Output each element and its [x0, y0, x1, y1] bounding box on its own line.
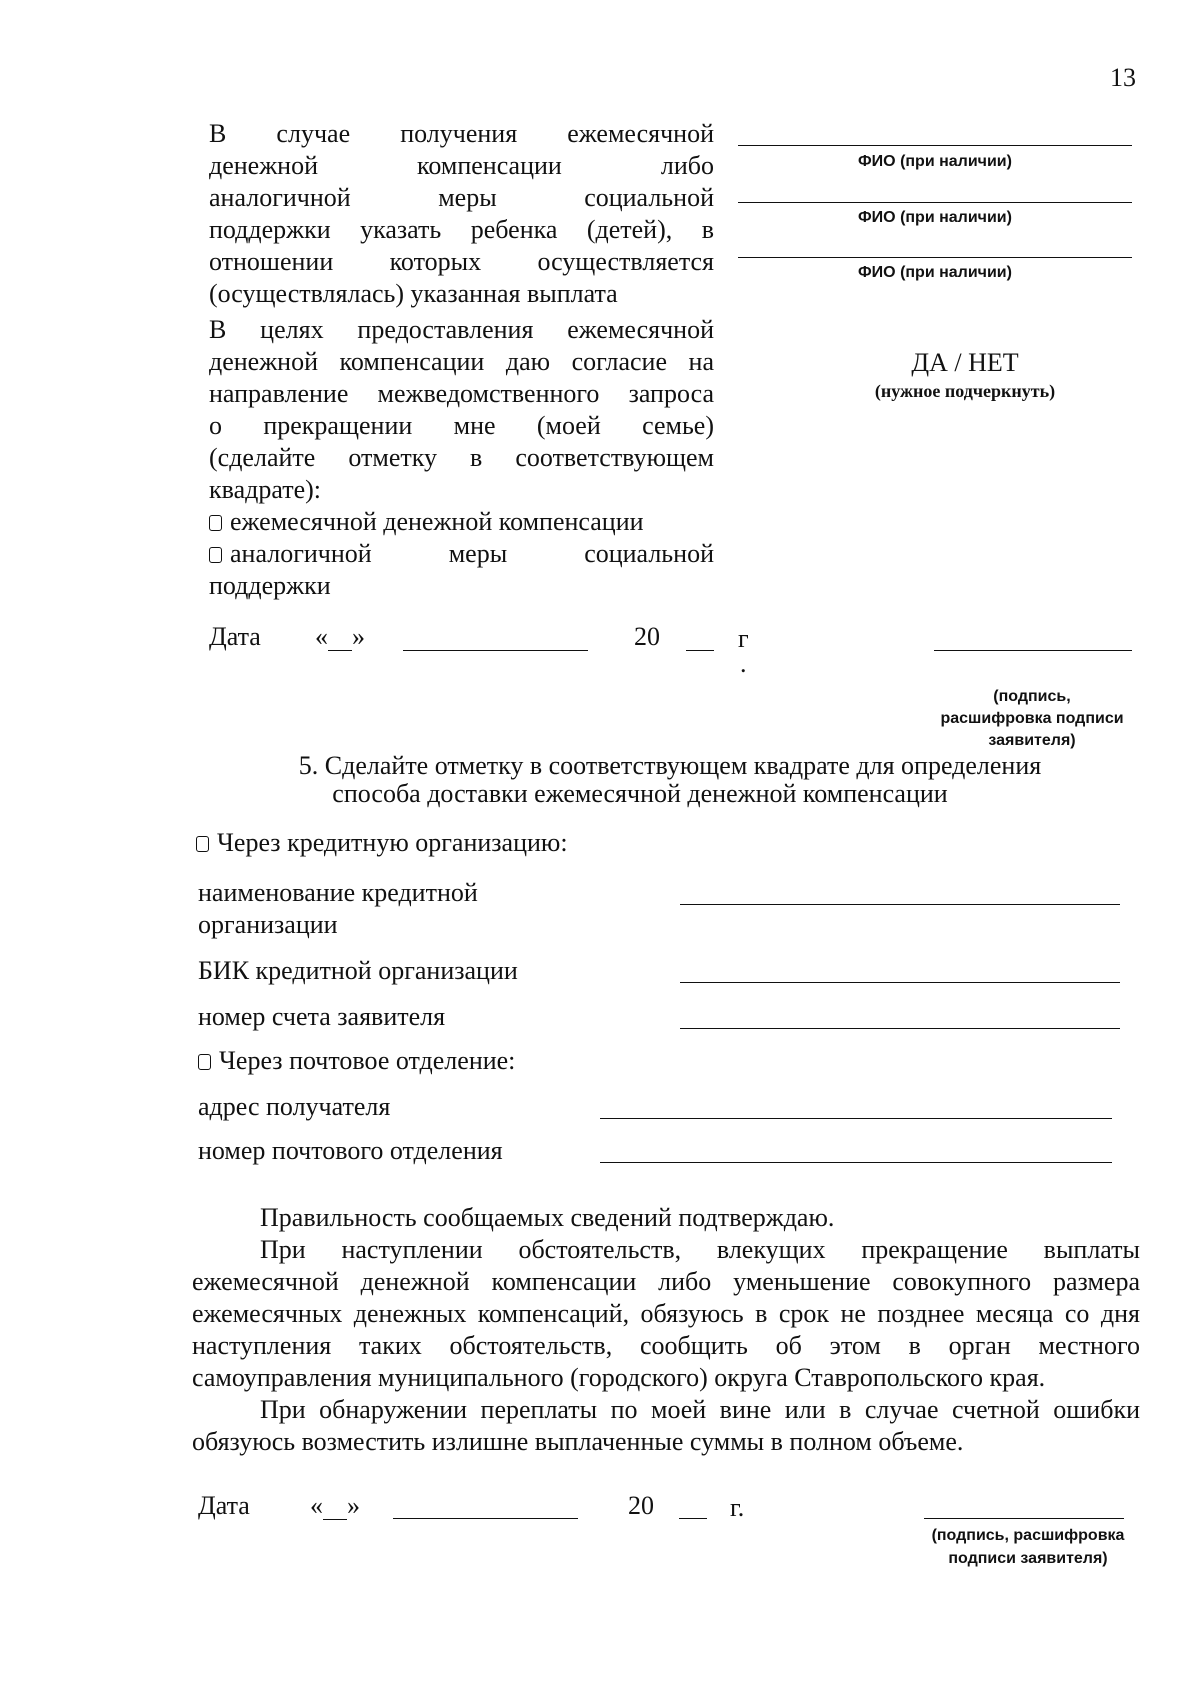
year-suffix-2: г.: [730, 1493, 745, 1522]
confirmation-p3-text: При обнаружении переплаты по моей вине или в случае счетной ошибки обязуюсь возместить излишне выплаченные суммы в полном объеме.: [192, 1395, 1140, 1456]
children-instruction: [209, 118, 714, 310]
fio-field-2[interactable]: [738, 202, 1132, 203]
month-field-1[interactable]: [403, 650, 588, 651]
post-option[interactable]: [198, 1045, 515, 1077]
fio-label-2: ФИО (при наличии): [858, 209, 1012, 226]
bank-name-line-1: наименование кредитной: [198, 878, 478, 907]
consent-option-analog-label: аналогичной меры социальной: [230, 539, 714, 568]
children-line-3: аналогичной меры социальной: [209, 183, 714, 212]
post-option-label: Через почтовое отделение:: [219, 1046, 516, 1075]
address-field[interactable]: [600, 1118, 1112, 1119]
bank-option[interactable]: [196, 827, 568, 859]
confirmation-p2-text: При наступлении обстоятельств, влекущих прекращение выплаты ежемесячной денежной компенсации либо уменьшение совокупного размера ежемесячных денежных компенсаций, обязуюсь в срок не позднее месяца со дня наступления таких обстоятельств, сообщить об этом в орган местного самоуправления муниципального (городского) округа Ставропольского края.: [192, 1235, 1140, 1392]
month-field-2[interactable]: [393, 1518, 578, 1519]
year-dot-1: .: [740, 649, 747, 678]
page-number: 13: [1110, 63, 1136, 92]
year-field-2[interactable]: [679, 1518, 707, 1519]
fio-field-3[interactable]: [738, 257, 1132, 258]
children-line-1: В случае получения ежемесячной: [209, 119, 714, 148]
consent-instruction: [209, 314, 714, 602]
year-prefix-1: 20: [634, 622, 660, 651]
fio-label-3: ФИО (при наличии): [858, 264, 1012, 281]
signature-field-2[interactable]: [924, 1518, 1124, 1519]
fio-field-1[interactable]: [738, 145, 1132, 146]
checkbox-post[interactable]: [198, 1054, 211, 1070]
section5-heading-line-2: способа доставки ежемесячной денежной компенсации: [332, 779, 948, 808]
day-field-2[interactable]: [323, 1495, 347, 1520]
date-label-1: Дата: [209, 622, 261, 651]
signature-caption-2b: подписи заявителя): [948, 1550, 1108, 1567]
checkbox-analog-measure[interactable]: [209, 547, 222, 563]
year-prefix-2: 20: [628, 1491, 654, 1520]
consent-option-monthly[interactable]: [209, 506, 714, 538]
checkbox-bank[interactable]: [196, 836, 209, 852]
consent-line-4: о прекращении мне (моей семье): [209, 411, 714, 440]
consent-line-6: квадрате):: [209, 475, 321, 504]
bik-label: БИК кредитной организации: [198, 956, 518, 985]
yes-no-hint: (нужное подчеркнуть): [874, 381, 1056, 401]
quote-open-1: «: [315, 622, 328, 651]
confirmation-p3: [192, 1394, 1140, 1458]
children-line-5: отношении которых осуществляется: [209, 247, 714, 276]
confirmation-p2: [192, 1234, 1140, 1394]
children-line-4: поддержки указать ребенка (детей), в: [209, 215, 714, 244]
year-suffix-1: г: [738, 624, 749, 653]
bank-name-field[interactable]: [680, 904, 1120, 905]
consent-option-analog-line-2: поддержки: [209, 571, 331, 600]
consent-line-1: В целях предоставления ежемесячной: [209, 315, 714, 344]
date-label-2: Дата: [198, 1491, 250, 1520]
year-field-1[interactable]: [686, 650, 714, 651]
account-field[interactable]: [680, 1028, 1120, 1029]
consent-option-monthly-label: ежемесячной денежной компенсации: [230, 507, 644, 536]
date-day-1[interactable]: [315, 621, 365, 653]
signature-caption-2a: (подпись, расшифровка: [931, 1527, 1125, 1544]
consent-line-2: денежной компенсации даю согласие на: [209, 347, 714, 376]
signature-field-1[interactable]: [934, 650, 1132, 651]
quote-close-2: »: [347, 1491, 360, 1520]
day-field-1[interactable]: [328, 626, 352, 651]
bik-field[interactable]: [680, 982, 1120, 983]
signature-caption-1b: расшифровка подписи: [940, 710, 1124, 727]
section5-heading-line-1: 5. Сделайте отметку в соответствующем квадрате для определения: [298, 751, 1042, 780]
consent-line-3: направление межведомственного запроса: [209, 379, 714, 408]
bank-name-label: [198, 877, 478, 941]
account-label: номер счета заявителя: [198, 1002, 446, 1031]
post-office-label: номер почтового отделения: [198, 1136, 503, 1165]
bank-option-label: Через кредитную организацию:: [217, 828, 568, 857]
confirmation-block: [192, 1202, 1140, 1458]
date-day-2[interactable]: [310, 1490, 360, 1522]
post-office-field[interactable]: [600, 1162, 1112, 1163]
quote-close-1: »: [352, 622, 365, 651]
confirmation-p1-text: Правильность сообщаемых сведений подтверждаю.: [260, 1203, 835, 1232]
consent-line-5: (сделайте отметку в соответствующем: [209, 443, 714, 472]
yes-no-choice[interactable]: ДА / НЕТ: [911, 348, 1019, 377]
address-label: адрес получателя: [198, 1092, 391, 1121]
bank-name-line-2: организации: [198, 910, 338, 939]
signature-caption-1a: (подпись,: [993, 688, 1071, 705]
fio-label-1: ФИО (при наличии): [858, 153, 1012, 170]
quote-open-2: «: [310, 1491, 323, 1520]
children-line-2: денежной компенсации либо: [209, 151, 714, 180]
consent-option-analog[interactable]: [209, 538, 714, 570]
confirmation-p1: [192, 1202, 1140, 1234]
children-line-6: (осуществлялась) указанная выплата: [209, 279, 618, 308]
signature-caption-1c: заявителя): [988, 732, 1076, 749]
checkbox-monthly-compensation[interactable]: [209, 515, 222, 531]
